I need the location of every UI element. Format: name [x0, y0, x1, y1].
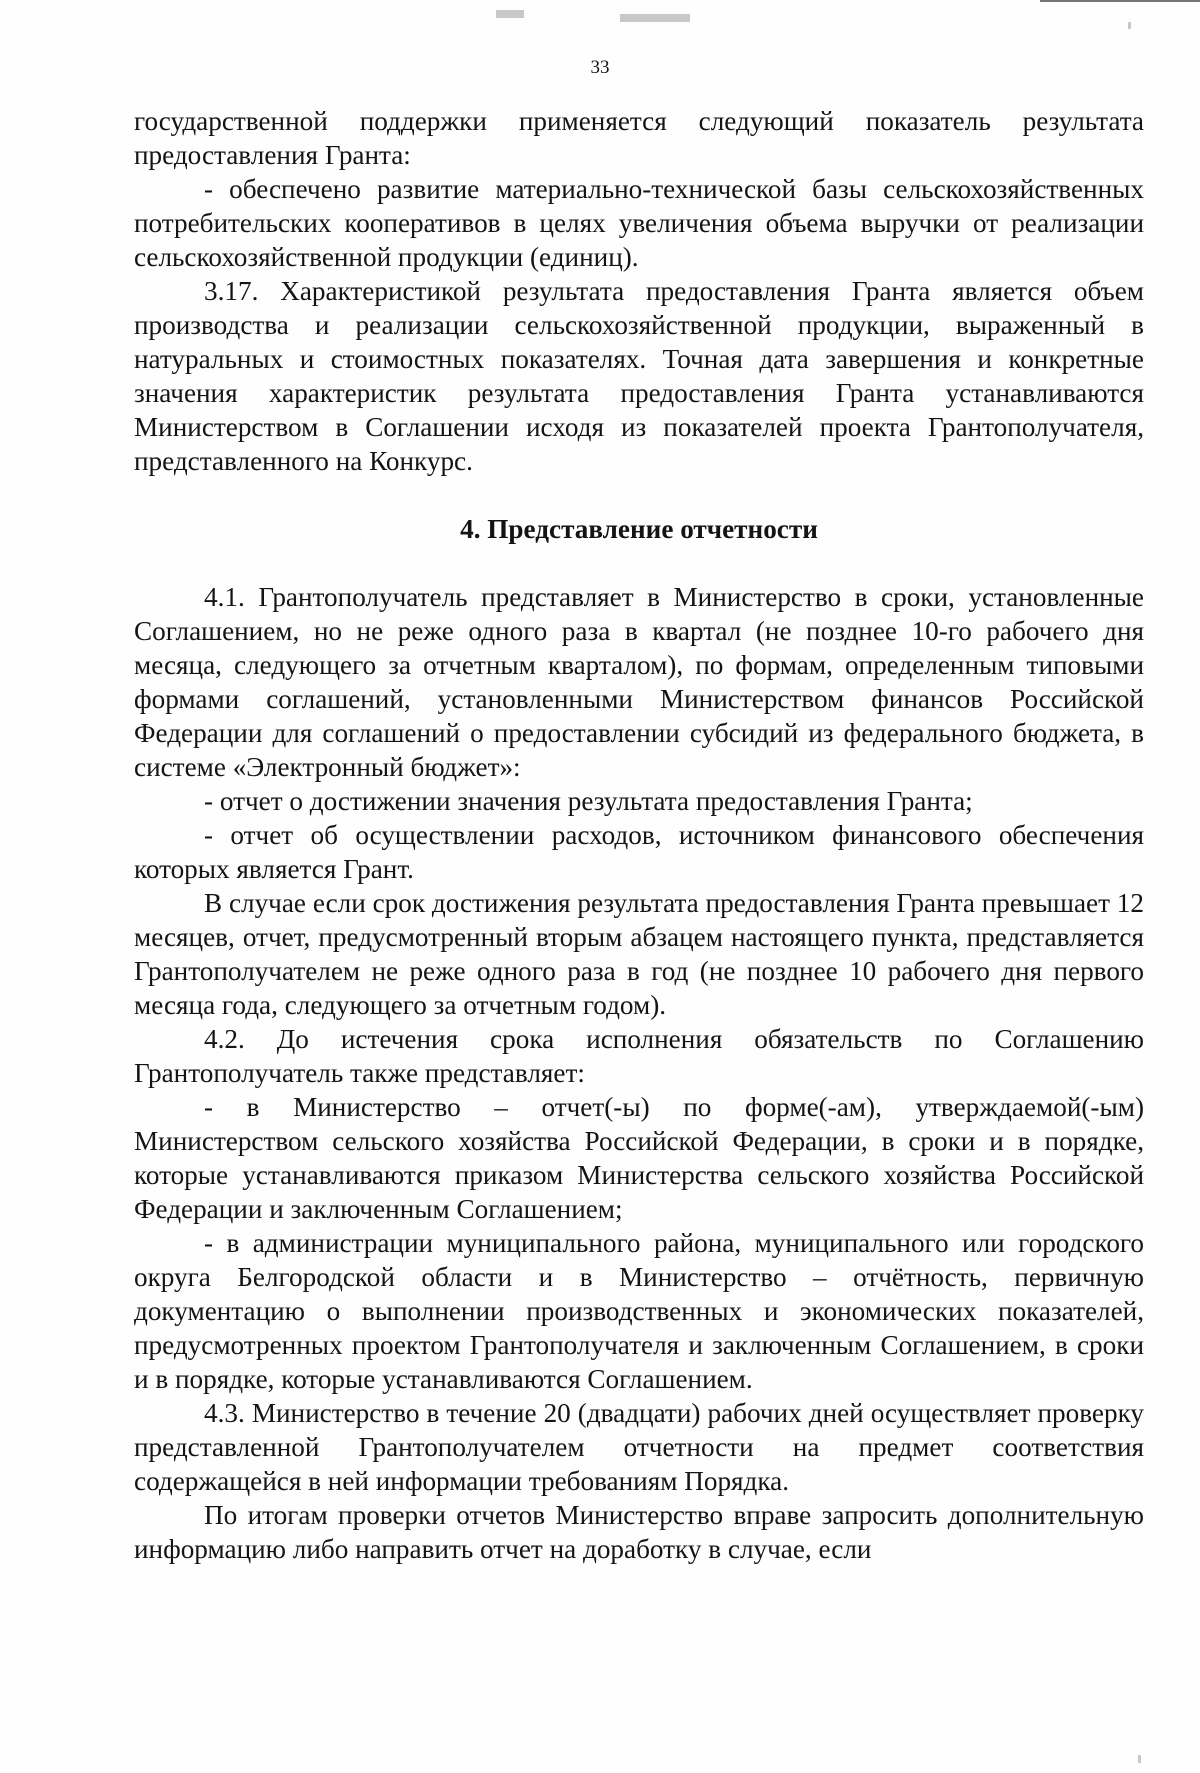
paragraph: В случае если срок достижения результата предоставления Гранта превышает 12 месяцев, отчет, предусмотренный вторым абзацем настоящего пункта, представляется Грантополучателем не реже одного раза в год (не позднее 10 рабочего дня первого месяца года, следующего за отчетным годом). — [134, 888, 1144, 1020]
bullet-paragraph: - в Министерство – отчет(-ы) по форме(-ам), утверждаемой(-ым) Министерством сельского хозяйства Российской Федерации, в сроки и в порядке, которые устанавливаются приказом Министерства сельского хозяйства Российской Федерации и заключенным Соглашением; — [134, 1092, 1144, 1224]
section-heading: 4. Представление отчетности — [460, 514, 818, 544]
paragraph: 3.17. Характеристикой результата предоставления Гранта является объем производства и реализации сельскохозяйственной продукции, выраженный в натуральных и стоимостных показателях. Точная дата завершения и конкретные значения характеристик результата предоставления Гранта устанавливаются Министерством в Соглашении исходя из показателей проекта Грантополучателя, представленного на Конкурс. — [134, 276, 1144, 476]
spacer — [134, 546, 1144, 580]
paragraph: 4.1. Грантополучатель представляет в Министерство в сроки, установленные Соглашением, но не реже одного раза в квартал (не позднее 10-го рабочего дня месяца, следующего за отчетным кварталом), по формам, определенным типовыми формами соглашений, установленными Министерством финансов Российской Федерации для соглашений о предоставлении субсидий из федерального бюджета, в системе «Электронный бюджет»: — [134, 582, 1144, 782]
scan-artifact — [1128, 22, 1131, 29]
bullet-paragraph: - отчет о достижении значения результата предоставления Гранта; — [204, 786, 973, 816]
scan-artifact — [620, 14, 690, 22]
bullet-paragraph: - отчет об осуществлении расходов, источником финансового обеспечения которых является Грант. — [134, 820, 1144, 884]
document-body — [134, 104, 1144, 1566]
scan-artifact — [1138, 1755, 1141, 1763]
paragraph: государственной поддержки применяется следующий показатель результата предоставления Гранта: — [134, 106, 1144, 170]
scan-artifact — [496, 10, 524, 18]
bullet-paragraph: - обеспечено развитие материально-технической базы сельскохозяйственных потребительских кооперативов в целях увеличения объема выручки от реализации сельскохозяйственной продукции (единиц). — [134, 174, 1144, 272]
bullet-paragraph: - в администрации муниципального района, муниципального или городского округа Белгородской области и в Министерство – отчётность, первичную документацию о выполнении производственных и экономических показателей, предусмотренных проектом Грантополучателя и заключенным Соглашением, в сроки и в порядке, которые устанавливаются Соглашением. — [134, 1228, 1144, 1394]
paragraph: По итогам проверки отчетов Министерство вправе запросить дополнительную информацию либо направить отчет на доработку в случае, если — [134, 1500, 1144, 1564]
spacer — [134, 478, 1144, 512]
scan-edge-line — [1040, 0, 1200, 2]
paragraph: 4.2. До истечения срока исполнения обязательств по Соглашению Грантополучатель также представляет: — [134, 1024, 1144, 1088]
paragraph: 4.3. Министерство в течение 20 (двадцати) рабочих дней осуществляет проверку представленной Грантополучателем отчетности на предмет соответствия содержащейся в ней информации требованиям Порядка. — [134, 1398, 1144, 1496]
page-number: 33 — [590, 57, 610, 78]
